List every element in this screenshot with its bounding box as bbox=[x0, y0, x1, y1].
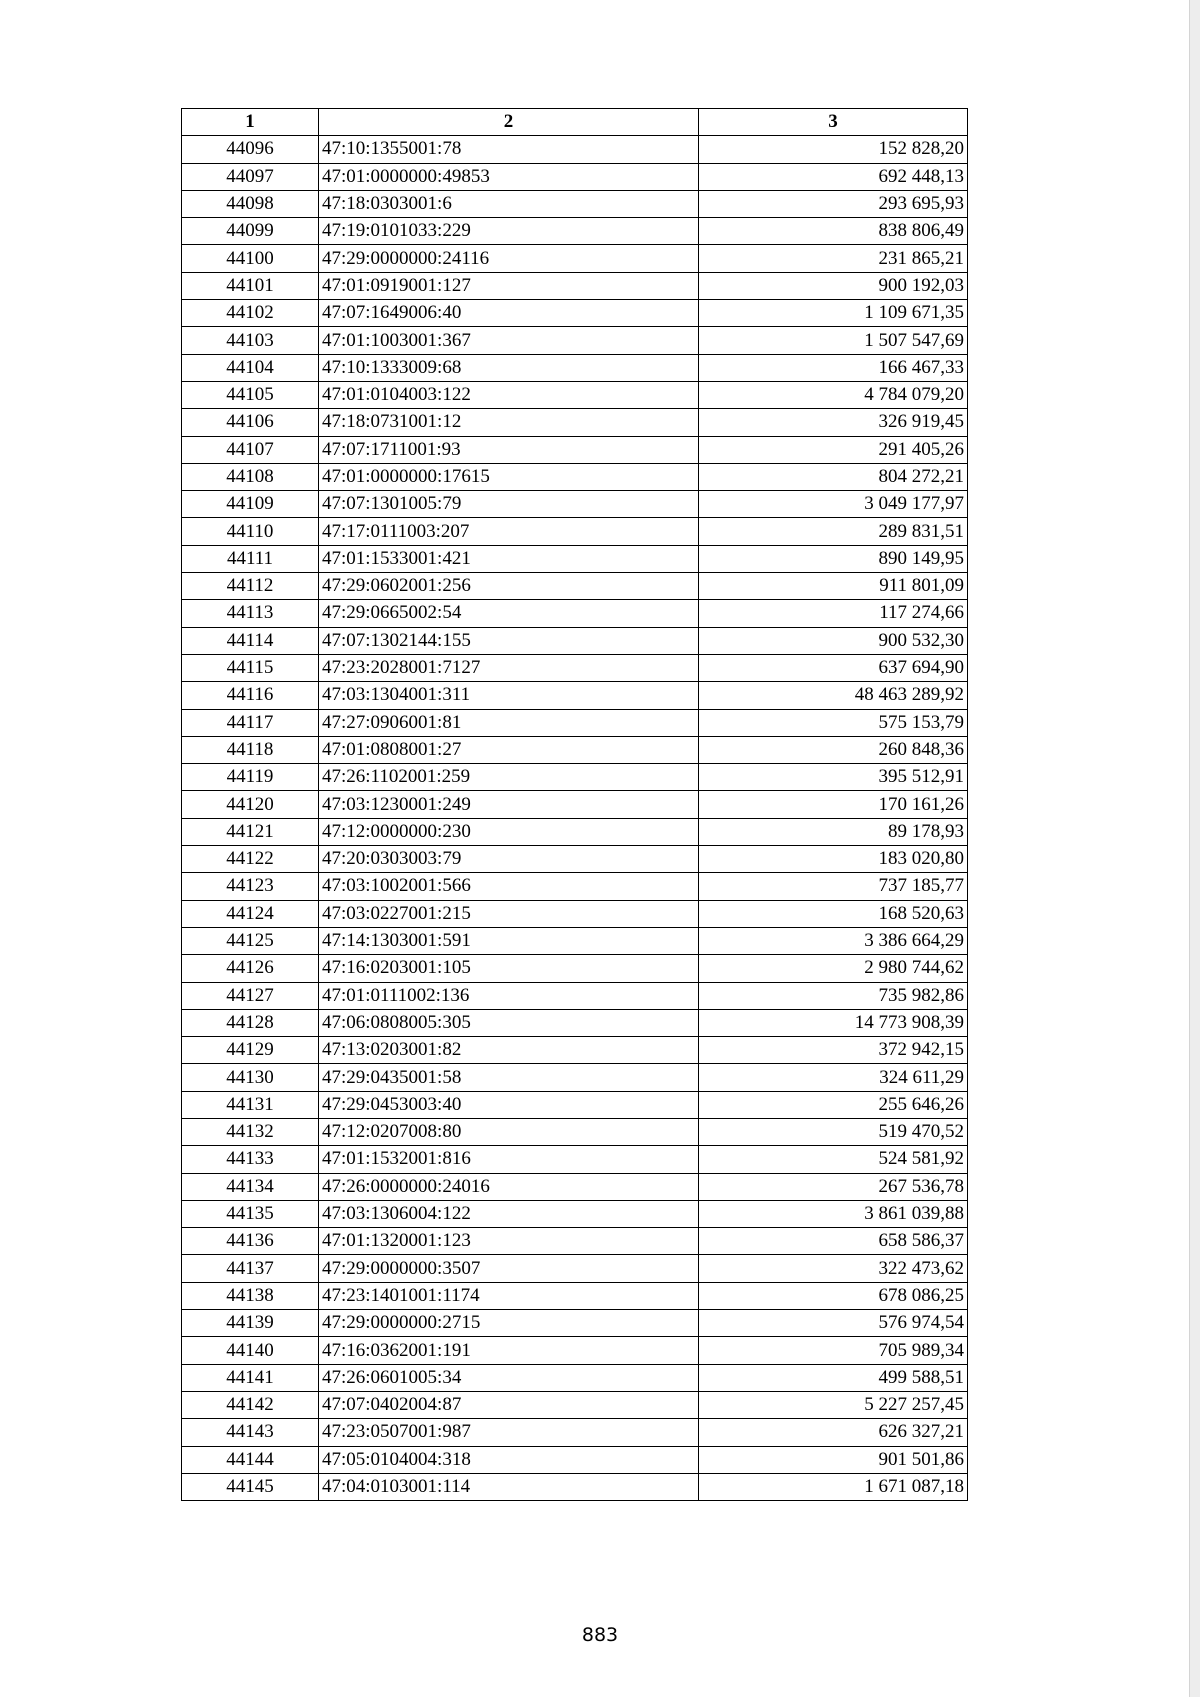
table-row bbox=[182, 545, 968, 572]
cadastral-number-cell: 47:03:1230001:249 bbox=[319, 791, 699, 818]
cadastral-value-cell: 170 161,26 bbox=[699, 791, 968, 818]
cadastral-number-cell: 47:01:0111002:136 bbox=[319, 982, 699, 1009]
cadastral-number-cell: 47:01:1532001:816 bbox=[319, 1146, 699, 1173]
cadastral-value-cell: 678 086,25 bbox=[699, 1282, 968, 1309]
cadastral-value-cell: 1 671 087,18 bbox=[699, 1473, 968, 1500]
cadastral-value-cell: 267 536,78 bbox=[699, 1173, 968, 1200]
table-row bbox=[182, 818, 968, 845]
cadastral-number-cell: 47:12:0207008:80 bbox=[319, 1118, 699, 1145]
table-row bbox=[182, 1419, 968, 1446]
row-number-cell: 44126 bbox=[182, 955, 319, 982]
cadastral-number-cell: 47:29:0000000:24116 bbox=[319, 245, 699, 272]
cadastral-value-cell: 575 153,79 bbox=[699, 709, 968, 736]
table-row bbox=[182, 409, 968, 436]
cadastral-number-cell: 47:29:0602001:256 bbox=[319, 573, 699, 600]
row-number-cell: 44114 bbox=[182, 627, 319, 654]
table-row bbox=[182, 955, 968, 982]
table-row bbox=[182, 1310, 968, 1337]
cadastral-value-cell: 152 828,20 bbox=[699, 136, 968, 163]
table-header bbox=[182, 109, 968, 136]
row-number-cell: 44100 bbox=[182, 245, 319, 272]
column-header-2: 2 bbox=[319, 109, 699, 136]
row-number-cell: 44128 bbox=[182, 1009, 319, 1036]
cadastral-number-cell: 47:03:1304001:311 bbox=[319, 682, 699, 709]
cadastral-value-cell: 3 386 664,29 bbox=[699, 927, 968, 954]
cadastral-number-cell: 47:18:0303001:6 bbox=[319, 190, 699, 217]
row-number-cell: 44120 bbox=[182, 791, 319, 818]
cadastral-number-cell: 47:01:1533001:421 bbox=[319, 545, 699, 572]
cadastral-number-cell: 47:20:0303003:79 bbox=[319, 846, 699, 873]
table-row bbox=[182, 682, 968, 709]
table-row bbox=[182, 491, 968, 518]
header-row bbox=[182, 109, 968, 136]
table-row bbox=[182, 218, 968, 245]
cadastral-value-cell: 14 773 908,39 bbox=[699, 1009, 968, 1036]
cadastral-number-cell: 47:07:1301005:79 bbox=[319, 491, 699, 518]
cadastral-number-cell: 47:07:1711001:93 bbox=[319, 436, 699, 463]
cadastral-value-cell: 658 586,37 bbox=[699, 1228, 968, 1255]
cadastral-value-cell: 322 473,62 bbox=[699, 1255, 968, 1282]
table-row bbox=[182, 709, 968, 736]
table-row bbox=[182, 736, 968, 763]
cadastral-number-cell: 47:26:0601005:34 bbox=[319, 1364, 699, 1391]
table-row bbox=[182, 1391, 968, 1418]
cadastral-number-cell: 47:16:0362001:191 bbox=[319, 1337, 699, 1364]
cadastral-number-cell: 47:06:0808005:305 bbox=[319, 1009, 699, 1036]
table-row bbox=[182, 900, 968, 927]
cadastral-value-cell: 4 784 079,20 bbox=[699, 381, 968, 408]
row-number-cell: 44130 bbox=[182, 1064, 319, 1091]
table-row bbox=[182, 573, 968, 600]
row-number-cell: 44127 bbox=[182, 982, 319, 1009]
table-row bbox=[182, 846, 968, 873]
cadastral-value-cell: 3 049 177,97 bbox=[699, 491, 968, 518]
row-number-cell: 44115 bbox=[182, 654, 319, 681]
row-number-cell: 44121 bbox=[182, 818, 319, 845]
row-number-cell: 44132 bbox=[182, 1118, 319, 1145]
table-row bbox=[182, 764, 968, 791]
cadastral-number-cell: 47:05:0104004:318 bbox=[319, 1446, 699, 1473]
cadastral-value-cell: 326 919,45 bbox=[699, 409, 968, 436]
cadastral-value-cell: 838 806,49 bbox=[699, 218, 968, 245]
table-row bbox=[182, 1473, 968, 1500]
cadastral-number-cell: 47:17:0111003:207 bbox=[319, 518, 699, 545]
table-row bbox=[182, 190, 968, 217]
cadastral-value-cell: 89 178,93 bbox=[699, 818, 968, 845]
row-number-cell: 44097 bbox=[182, 163, 319, 190]
row-number-cell: 44135 bbox=[182, 1200, 319, 1227]
table-row bbox=[182, 518, 968, 545]
row-number-cell: 44136 bbox=[182, 1228, 319, 1255]
table-row bbox=[182, 1146, 968, 1173]
cadastral-value-cell: 519 470,52 bbox=[699, 1118, 968, 1145]
row-number-cell: 44098 bbox=[182, 190, 319, 217]
table-row bbox=[182, 354, 968, 381]
table-row bbox=[182, 927, 968, 954]
cadastral-value-cell: 900 192,03 bbox=[699, 272, 968, 299]
cadastral-value-cell: 2 980 744,62 bbox=[699, 955, 968, 982]
row-number-cell: 44108 bbox=[182, 463, 319, 490]
table-row bbox=[182, 163, 968, 190]
cadastral-number-cell: 47:01:0104003:122 bbox=[319, 381, 699, 408]
row-number-cell: 44119 bbox=[182, 764, 319, 791]
cadastral-number-cell: 47:03:1306004:122 bbox=[319, 1200, 699, 1227]
row-number-cell: 44144 bbox=[182, 1446, 319, 1473]
cadastral-value-cell: 911 801,09 bbox=[699, 573, 968, 600]
cadastral-number-cell: 47:16:0203001:105 bbox=[319, 955, 699, 982]
table-row bbox=[182, 791, 968, 818]
row-number-cell: 44129 bbox=[182, 1037, 319, 1064]
row-number-cell: 44101 bbox=[182, 272, 319, 299]
cadastral-value-cell: 737 185,77 bbox=[699, 873, 968, 900]
cadastral-number-cell: 47:10:1355001:78 bbox=[319, 136, 699, 163]
row-number-cell: 44122 bbox=[182, 846, 319, 873]
cadastral-number-cell: 47:29:0665002:54 bbox=[319, 600, 699, 627]
row-number-cell: 44141 bbox=[182, 1364, 319, 1391]
row-number-cell: 44125 bbox=[182, 927, 319, 954]
page-edge bbox=[1189, 0, 1200, 1697]
table-row bbox=[182, 245, 968, 272]
cadastral-number-cell: 47:01:1320001:123 bbox=[319, 1228, 699, 1255]
table-row bbox=[182, 982, 968, 1009]
cadastral-value-cell: 291 405,26 bbox=[699, 436, 968, 463]
table-row bbox=[182, 1037, 968, 1064]
cadastral-number-cell: 47:07:0402004:87 bbox=[319, 1391, 699, 1418]
cadastral-value-cell: 692 448,13 bbox=[699, 163, 968, 190]
row-number-cell: 44107 bbox=[182, 436, 319, 463]
table-row bbox=[182, 463, 968, 490]
column-header-3: 3 bbox=[699, 109, 968, 136]
table-row bbox=[182, 1255, 968, 1282]
row-number-cell: 44109 bbox=[182, 491, 319, 518]
cadastral-number-cell: 47:01:1003001:367 bbox=[319, 327, 699, 354]
row-number-cell: 44123 bbox=[182, 873, 319, 900]
cadastral-number-cell: 47:29:0000000:3507 bbox=[319, 1255, 699, 1282]
table-row bbox=[182, 1064, 968, 1091]
table-row bbox=[182, 1200, 968, 1227]
table-row bbox=[182, 1173, 968, 1200]
cadastral-number-cell: 47:13:0203001:82 bbox=[319, 1037, 699, 1064]
cadastral-value-cell: 576 974,54 bbox=[699, 1310, 968, 1337]
cadastral-number-cell: 47:01:0000000:17615 bbox=[319, 463, 699, 490]
column-header-1: 1 bbox=[182, 109, 319, 136]
table-row bbox=[182, 436, 968, 463]
table-row bbox=[182, 1282, 968, 1309]
cadastral-number-cell: 47:01:0000000:49853 bbox=[319, 163, 699, 190]
cadastral-value-cell: 168 520,63 bbox=[699, 900, 968, 927]
cadastral-value-cell: 735 982,86 bbox=[699, 982, 968, 1009]
cadastral-value-cell: 5 227 257,45 bbox=[699, 1391, 968, 1418]
cadastral-number-cell: 47:23:1401001:1174 bbox=[319, 1282, 699, 1309]
cadastral-number-cell: 47:19:0101033:229 bbox=[319, 218, 699, 245]
table-row bbox=[182, 1364, 968, 1391]
cadastral-value-cell: 901 501,86 bbox=[699, 1446, 968, 1473]
cadastral-value-cell: 524 581,92 bbox=[699, 1146, 968, 1173]
table-body bbox=[182, 136, 968, 1501]
cadastral-value-cell: 289 831,51 bbox=[699, 518, 968, 545]
table-row bbox=[182, 873, 968, 900]
cadastral-number-cell: 47:01:0919001:127 bbox=[319, 272, 699, 299]
row-number-cell: 44112 bbox=[182, 573, 319, 600]
cadastral-value-cell: 395 512,91 bbox=[699, 764, 968, 791]
row-number-cell: 44106 bbox=[182, 409, 319, 436]
cadastral-number-cell: 47:04:0103001:114 bbox=[319, 1473, 699, 1500]
table-row bbox=[182, 136, 968, 163]
cadastral-number-cell: 47:07:1302144:155 bbox=[319, 627, 699, 654]
row-number-cell: 44102 bbox=[182, 300, 319, 327]
cadastral-value-cell: 637 694,90 bbox=[699, 654, 968, 681]
table-row bbox=[182, 654, 968, 681]
row-number-cell: 44145 bbox=[182, 1473, 319, 1500]
cadastral-value-cell: 117 274,66 bbox=[699, 600, 968, 627]
cadastral-value-cell: 255 646,26 bbox=[699, 1091, 968, 1118]
table-row bbox=[182, 600, 968, 627]
cadastral-number-cell: 47:07:1649006:40 bbox=[319, 300, 699, 327]
row-number-cell: 44104 bbox=[182, 354, 319, 381]
cadastral-number-cell: 47:12:0000000:230 bbox=[319, 818, 699, 845]
table-row bbox=[182, 381, 968, 408]
row-number-cell: 44113 bbox=[182, 600, 319, 627]
row-number-cell: 44103 bbox=[182, 327, 319, 354]
cadastral-value-cell: 900 532,30 bbox=[699, 627, 968, 654]
cadastral-number-cell: 47:23:2028001:7127 bbox=[319, 654, 699, 681]
row-number-cell: 44105 bbox=[182, 381, 319, 408]
table-row bbox=[182, 627, 968, 654]
row-number-cell: 44142 bbox=[182, 1391, 319, 1418]
cadastral-value-cell: 626 327,21 bbox=[699, 1419, 968, 1446]
cadastral-number-cell: 47:03:0227001:215 bbox=[319, 900, 699, 927]
cadastral-value-cell: 705 989,34 bbox=[699, 1337, 968, 1364]
row-number-cell: 44138 bbox=[182, 1282, 319, 1309]
cadastral-number-cell: 47:01:0808001:27 bbox=[319, 736, 699, 763]
cadastral-number-cell: 47:29:0000000:2715 bbox=[319, 1310, 699, 1337]
page-number: 883 bbox=[581, 1624, 619, 1646]
cadastral-value-cell: 231 865,21 bbox=[699, 245, 968, 272]
cadastral-number-cell: 47:29:0435001:58 bbox=[319, 1064, 699, 1091]
table-row bbox=[182, 1337, 968, 1364]
table-row bbox=[182, 1118, 968, 1145]
cadastral-number-cell: 47:23:0507001:987 bbox=[319, 1419, 699, 1446]
table-row bbox=[182, 1228, 968, 1255]
row-number-cell: 44140 bbox=[182, 1337, 319, 1364]
row-number-cell: 44111 bbox=[182, 545, 319, 572]
row-number-cell: 44116 bbox=[182, 682, 319, 709]
cadastral-value-cell: 804 272,21 bbox=[699, 463, 968, 490]
cadastral-value-table bbox=[181, 108, 968, 1501]
cadastral-value-cell: 260 848,36 bbox=[699, 736, 968, 763]
cadastral-number-cell: 47:29:0453003:40 bbox=[319, 1091, 699, 1118]
cadastral-value-cell: 324 611,29 bbox=[699, 1064, 968, 1091]
cadastral-value-cell: 372 942,15 bbox=[699, 1037, 968, 1064]
cadastral-number-cell: 47:10:1333009:68 bbox=[319, 354, 699, 381]
row-number-cell: 44117 bbox=[182, 709, 319, 736]
row-number-cell: 44110 bbox=[182, 518, 319, 545]
cadastral-value-cell: 166 467,33 bbox=[699, 354, 968, 381]
row-number-cell: 44131 bbox=[182, 1091, 319, 1118]
cadastral-value-cell: 1 507 547,69 bbox=[699, 327, 968, 354]
cadastral-number-cell: 47:18:0731001:12 bbox=[319, 409, 699, 436]
cadastral-value-cell: 293 695,93 bbox=[699, 190, 968, 217]
cadastral-number-cell: 47:03:1002001:566 bbox=[319, 873, 699, 900]
row-number-cell: 44124 bbox=[182, 900, 319, 927]
table-row bbox=[182, 1091, 968, 1118]
row-number-cell: 44139 bbox=[182, 1310, 319, 1337]
table-row bbox=[182, 1446, 968, 1473]
cadastral-value-cell: 499 588,51 bbox=[699, 1364, 968, 1391]
row-number-cell: 44137 bbox=[182, 1255, 319, 1282]
cadastral-value-cell: 3 861 039,88 bbox=[699, 1200, 968, 1227]
table-row bbox=[182, 272, 968, 299]
row-number-cell: 44096 bbox=[182, 136, 319, 163]
cadastral-value-cell: 48 463 289,92 bbox=[699, 682, 968, 709]
cadastral-value-cell: 1 109 671,35 bbox=[699, 300, 968, 327]
row-number-cell: 44099 bbox=[182, 218, 319, 245]
cadastral-value-cell: 890 149,95 bbox=[699, 545, 968, 572]
row-number-cell: 44118 bbox=[182, 736, 319, 763]
cadastral-number-cell: 47:14:1303001:591 bbox=[319, 927, 699, 954]
table-row bbox=[182, 300, 968, 327]
row-number-cell: 44134 bbox=[182, 1173, 319, 1200]
row-number-cell: 44133 bbox=[182, 1146, 319, 1173]
row-number-cell: 44143 bbox=[182, 1419, 319, 1446]
cadastral-number-cell: 47:26:0000000:24016 bbox=[319, 1173, 699, 1200]
cadastral-number-cell: 47:26:1102001:259 bbox=[319, 764, 699, 791]
cadastral-number-cell: 47:27:0906001:81 bbox=[319, 709, 699, 736]
cadastral-value-cell: 183 020,80 bbox=[699, 846, 968, 873]
table-row bbox=[182, 1009, 968, 1036]
table-row bbox=[182, 327, 968, 354]
